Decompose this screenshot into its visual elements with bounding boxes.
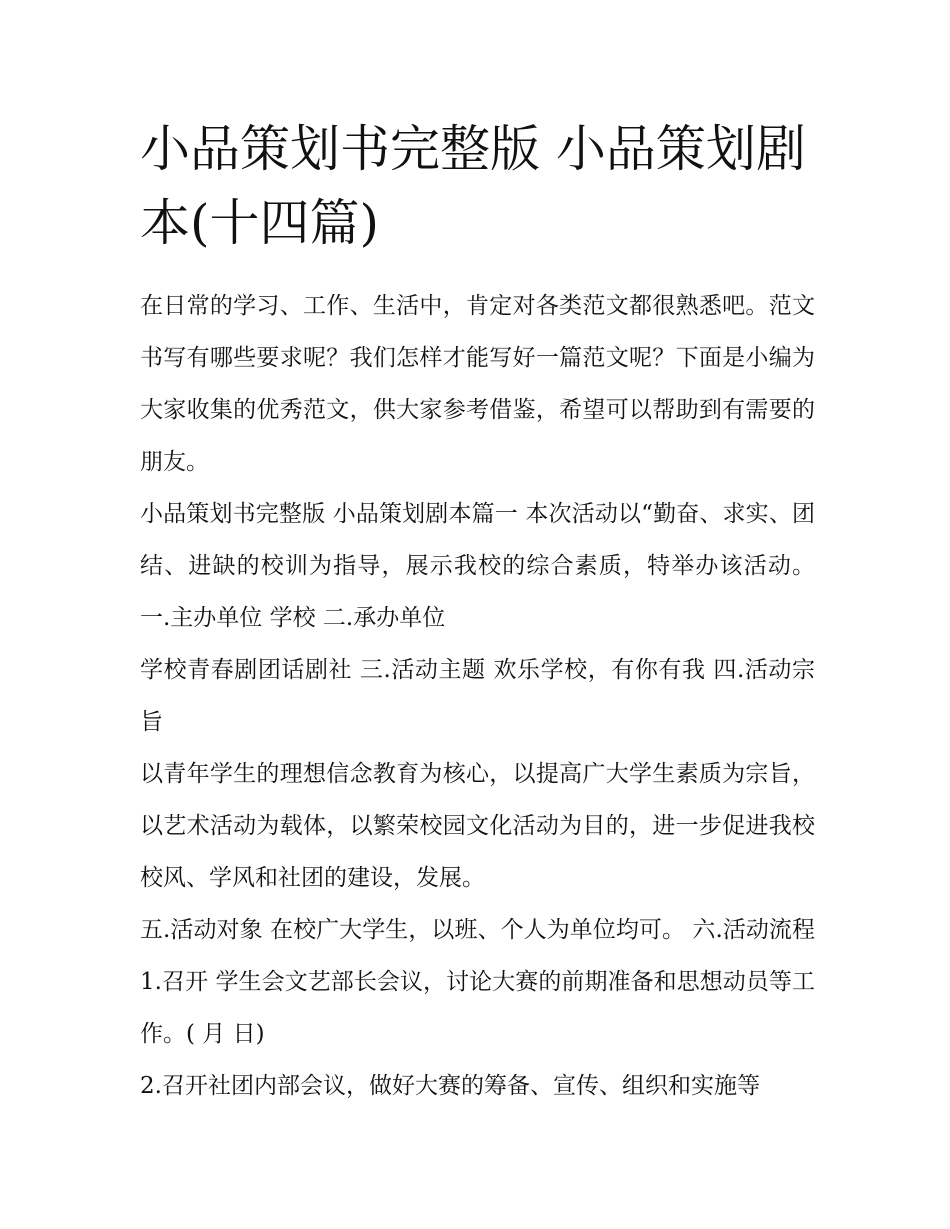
document-body — [140, 280, 815, 1112]
paragraph-target-process: 五.活动对象 在校广大学生，以班、个人为单位均可。 六.活动流程 1.召开 学生会文艺部长会议，讨论大赛的前期准备和思想动员等工作。( 月 日) — [140, 917, 815, 1047]
document-title: 小品策划书完整版 小品策划剧本(十四篇) — [140, 120, 806, 252]
paragraph-purpose: 以青年学生的理想信念教育为核心，以提高广大学生素质为宗旨，以艺术活动为载体，以繁荣校园文化活动为目的，进一步促进我校校风、学风和社团的建设，发展。 — [140, 761, 815, 891]
paragraph-intro: 在日常的学习、工作、生活中，肯定对各类范文都很熟悉吧。范文书写有哪些要求呢？我们怎样才能写好一篇范文呢？下面是小编为大家收集的优秀范文，供大家参考借鉴，希望可以帮助到有需要的朋友。 — [140, 293, 815, 475]
paragraph-activity-overview: 小品策划书完整版 小品策划剧本篇一 本次活动以“勤奋、求实、团结、进缺的校训为指导，展示我校的综合素质，特举办该活动。 一.主办单位 学校 二.承办单位 — [140, 501, 815, 631]
paragraph-meeting: 2.召开社团内部会议，做好大赛的筹备、宣传、组织和实施等 — [140, 1073, 760, 1099]
paragraph-organizer-theme: 学校青春剧团话剧社 三.活动主题 欢乐学校，有你有我 四.活动宗旨 — [140, 657, 815, 735]
